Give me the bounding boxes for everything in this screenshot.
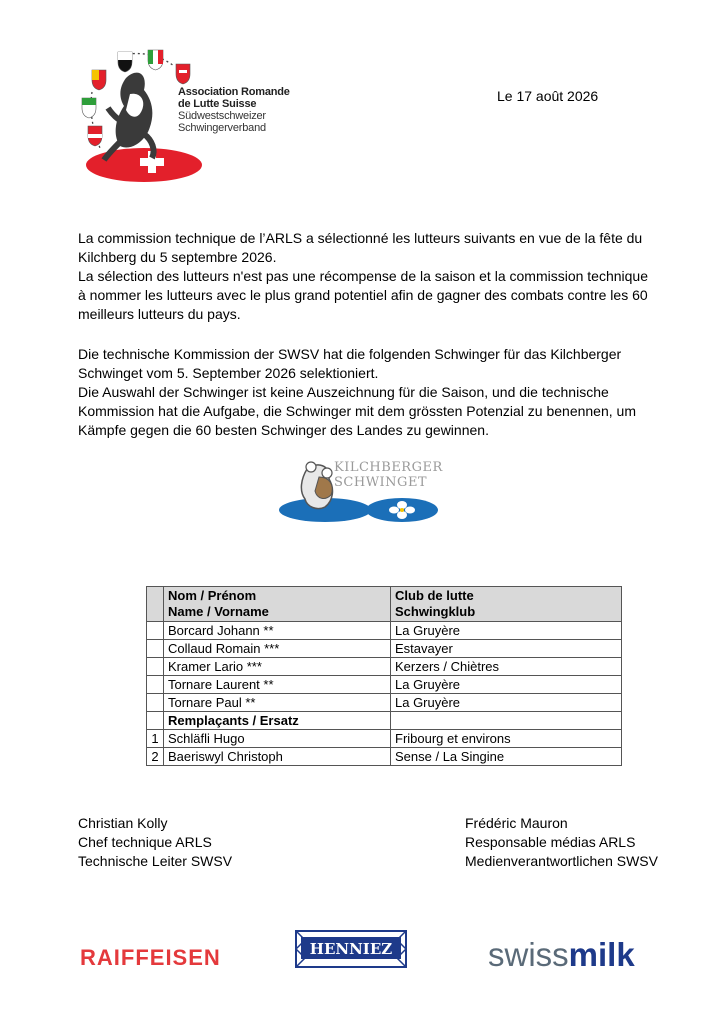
header-club-cell xyxy=(391,587,622,622)
table-row xyxy=(147,640,622,658)
row-name: Tornare Laurent ** xyxy=(164,676,391,694)
henniez-logo-graphic xyxy=(295,930,407,968)
row-club: La Gruyère xyxy=(391,694,622,712)
row-name: Kramer Lario *** xyxy=(164,658,391,676)
intro-german xyxy=(78,345,658,440)
row-club: Fribourg et environs xyxy=(391,730,622,748)
header-name-fr: Nom / Prénom xyxy=(168,588,257,603)
signer-right-name: Frédéric Mauron xyxy=(465,815,568,831)
row-num xyxy=(147,676,164,694)
selection-table xyxy=(146,586,622,766)
row-num: 1 xyxy=(147,730,164,748)
arls-name xyxy=(178,86,290,134)
row-num: 2 xyxy=(147,748,164,766)
header-name-de: Name / Vorname xyxy=(168,604,269,619)
henniez-wordmark: HENNIEZ xyxy=(309,940,393,958)
sub-header-num xyxy=(147,712,164,730)
row-num xyxy=(147,658,164,676)
row-club: Estavayer xyxy=(391,640,622,658)
org-name-de-line2: Schwingerverband xyxy=(178,122,266,134)
org-name-fr-line1: Association Romande xyxy=(178,86,290,98)
row-name: Collaud Romain *** xyxy=(164,640,391,658)
table-row xyxy=(147,730,622,748)
signature-right xyxy=(465,814,658,871)
kilchberger-wordmark xyxy=(334,460,443,490)
row-name: Borcard Johann ** xyxy=(164,622,391,640)
swissmilk-part-swiss: swiss xyxy=(488,936,569,973)
header-num-cell xyxy=(147,587,164,622)
org-name-fr-line2: de Lutte Suisse xyxy=(178,98,257,110)
signer-right-role-de: Medienverantwortlichen SWSV xyxy=(465,853,658,869)
table-header-row xyxy=(147,587,622,622)
row-name: Schläfli Hugo xyxy=(164,730,391,748)
letter-date: Le 17 août 2026 xyxy=(497,88,599,104)
kilchberger-line2: SCHWINGET xyxy=(334,475,428,490)
row-club: La Gruyère xyxy=(391,622,622,640)
row-club: La Gruyère xyxy=(391,676,622,694)
table-row xyxy=(147,676,622,694)
row-name: Tornare Paul ** xyxy=(164,694,391,712)
swissmilk-logo xyxy=(488,936,635,974)
signer-left-role-fr: Chef technique ARLS xyxy=(78,834,212,850)
intro-fr-p1: La commission technique de l’ARLS a sélectionné les lutteurs suivants en vue de la fête du Kilchberg du 5 septembre 2026. xyxy=(78,230,643,265)
signer-left-name: Christian Kolly xyxy=(78,815,168,831)
intro-fr-p2: La sélection des lutteurs n'est pas une récompense de la saison et la commission technique à nommer les lutteurs avec le plus grand potentiel afin de gagner des combats contre les 60 meilleurs lutteurs du pays. xyxy=(78,268,649,322)
table-row xyxy=(147,694,622,712)
swissmilk-part-milk: milk xyxy=(568,936,635,973)
table-row xyxy=(147,622,622,640)
table-row xyxy=(147,748,622,766)
substitutes-header-row xyxy=(147,712,622,730)
row-name: Baeriswyl Christoph xyxy=(164,748,391,766)
row-num xyxy=(147,622,164,640)
header-name-cell xyxy=(164,587,391,622)
henniez-logo xyxy=(295,930,407,968)
row-club: Sense / La Singine xyxy=(391,748,622,766)
table-row xyxy=(147,658,622,676)
raiffeisen-logo: RAIFFEISEN xyxy=(80,945,221,970)
intro-french xyxy=(78,229,658,324)
row-num xyxy=(147,640,164,658)
signer-left-role-de: Technische Leiter SWSV xyxy=(78,853,233,869)
org-name-de-line1: Südwestschweizer xyxy=(178,110,266,122)
sub-header-club xyxy=(391,712,622,730)
intro-de-p2: Die Auswahl der Schwinger ist keine Auszeichnung für die Saison, und die technische Kommission hat die Aufgabe, die Schwinger mit dem grössten Potenzial zu benennen, um Kämpfe gegen die 60 besten Schwinger des Landes zu gewinnen. xyxy=(78,384,636,438)
row-num xyxy=(147,694,164,712)
signature-left xyxy=(78,814,232,871)
signer-right-role-fr: Responsable médias ARLS xyxy=(465,834,636,850)
header-club-de: Schwingklub xyxy=(395,604,476,619)
intro-de-p1: Die technische Kommission der SWSV hat die folgenden Schwinger für das Kilchberger Schwinget vom 5. September 2026 selektioniert. xyxy=(78,346,622,381)
row-club: Kerzers / Chiètres xyxy=(391,658,622,676)
substitutes-header: Remplaçants / Ersatz xyxy=(164,712,391,730)
header-club-fr: Club de lutte xyxy=(395,588,474,603)
kilchberger-line1: KILCHBERGER xyxy=(334,460,443,475)
